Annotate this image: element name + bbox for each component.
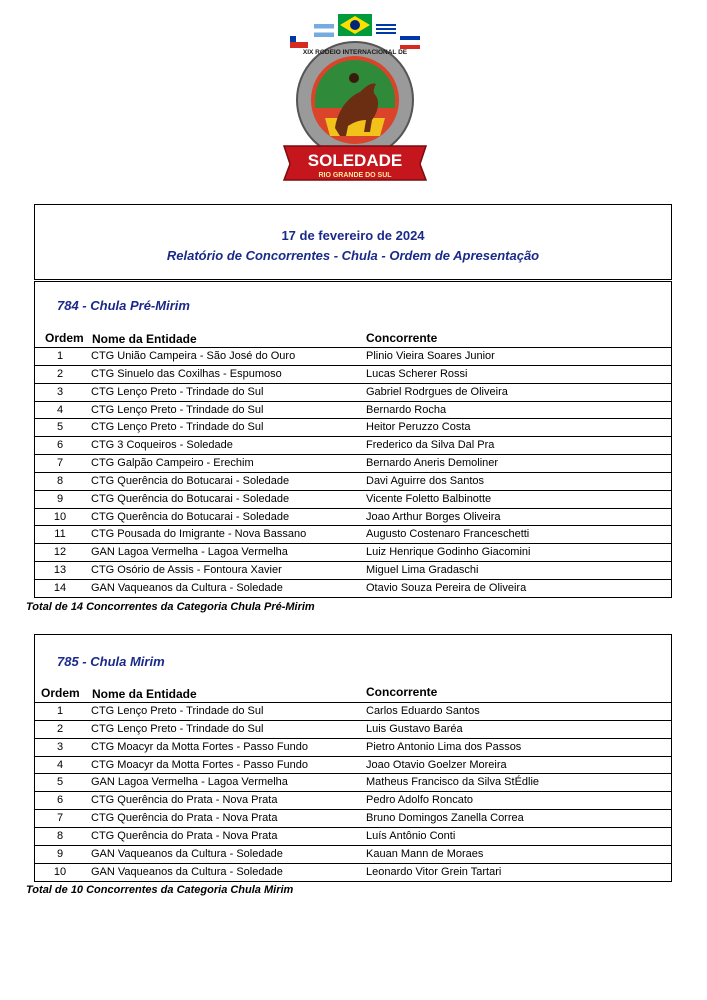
- cell-entidade: CTG 3 Coqueiros - Soledade: [91, 439, 233, 452]
- table-row: [35, 436, 671, 454]
- cell-concorrente: Kauan Mann de Moraes: [366, 847, 484, 860]
- cell-entidade: CTG Querência do Botucarai - Soledade: [91, 510, 290, 523]
- table-row: [35, 863, 671, 881]
- cell-entidade: CTG Lenço Preto - Trindade do Sul: [91, 722, 264, 735]
- table-row: [35, 454, 671, 472]
- table-785: [35, 702, 671, 880]
- col-header-entidade: Nome da Entidade: [92, 332, 197, 346]
- cell-ordem: 10: [53, 865, 67, 878]
- cell-entidade: CTG Sinuelo das Coxilhas - Espumoso: [91, 367, 282, 380]
- cell-concorrente: Miguel Lima Gradaschi: [366, 564, 479, 577]
- cell-ordem: 4: [56, 403, 64, 416]
- cell-ordem: 6: [56, 794, 64, 807]
- table-784: [35, 347, 671, 597]
- cell-entidade: CTG Querência do Botucarai - Soledade: [91, 492, 290, 505]
- cell-entidade: CTG Querência do Prata - Nova Prata: [91, 794, 278, 807]
- cell-concorrente: Heitor Peruzzo Costa: [366, 421, 471, 434]
- cell-entidade: CTG Lenço Preto - Trindade do Sul: [91, 403, 264, 416]
- cell-ordem: 9: [56, 847, 64, 860]
- cell-concorrente: Bruno Domingos Zanella Correa: [366, 812, 524, 825]
- cell-entidade: CTG Lenço Preto - Trindade do Sul: [91, 385, 264, 398]
- cell-ordem: 7: [56, 457, 64, 470]
- table-row: [35, 347, 671, 365]
- table-row: [35, 365, 671, 383]
- cell-entidade: CTG Querência do Prata - Nova Prata: [91, 829, 278, 842]
- table-row: [35, 418, 671, 436]
- report-title: Relatório de Concorrentes - Chula - Ordem de Apresentação: [166, 248, 540, 263]
- cell-entidade: CTG Moacyr da Motta Fortes - Passo Fundo: [91, 740, 309, 753]
- cell-ordem: 5: [56, 421, 64, 434]
- cell-entidade: CTG Querência do Botucarai - Soledade: [91, 474, 290, 487]
- cell-ordem: 6: [56, 439, 64, 452]
- cell-ordem: 14: [53, 581, 67, 594]
- cell-concorrente: Otavio Souza Pereira de Oliveira: [366, 581, 527, 594]
- logo-arc-text: XIX RODEIO INTERNACIONAL DE: [302, 49, 408, 56]
- cell-concorrente: Leonardo Vitor Grein Tartari: [366, 865, 502, 878]
- cell-concorrente: Bernardo Aneris Demoliner: [366, 457, 499, 470]
- cell-concorrente: Pedro Adolfo Roncato: [366, 794, 474, 807]
- cell-ordem: 12: [53, 546, 67, 559]
- table-row: [35, 845, 671, 863]
- section-title: 785 - Chula Mirim: [57, 654, 165, 669]
- cell-ordem: 1: [56, 705, 64, 717]
- table-row: [35, 543, 671, 561]
- cell-ordem: 4: [56, 758, 64, 771]
- cell-concorrente: Vicente Foletto Balbinotte: [366, 492, 492, 505]
- col-header-concorrente: Concorrente: [366, 685, 438, 699]
- cell-concorrente: Joao Arthur Borges Oliveira: [366, 510, 501, 523]
- table-row: [35, 720, 671, 738]
- table-row: [35, 791, 671, 809]
- logo-banner-title: SOLEDADE: [307, 151, 403, 170]
- table-row: [35, 809, 671, 827]
- cell-concorrente: Bernardo Rocha: [366, 403, 447, 416]
- cell-entidade: GAN Vaqueanos da Cultura - Soledade: [91, 847, 283, 860]
- col-header-concorrente: Concorrente: [366, 331, 438, 345]
- cell-concorrente: Matheus Francisco da Silva StÉdlie: [366, 776, 540, 789]
- cell-concorrente: Augusto Costenaro Franceschetti: [366, 528, 530, 541]
- cell-ordem: 8: [56, 829, 64, 842]
- section-785: [34, 634, 672, 882]
- cell-concorrente: Gabriel Rodrgues de Oliveira: [366, 385, 508, 398]
- cell-ordem: 3: [56, 385, 64, 398]
- section-total: Total de 14 Concorrentes da Categoria Chula Pré-Mirim: [26, 601, 315, 613]
- cell-concorrente: Luiz Henrique Godinho Giacomini: [366, 546, 531, 559]
- table-row: [35, 773, 671, 791]
- cell-entidade: CTG Querência do Prata - Nova Prata: [91, 812, 278, 825]
- cell-concorrente: Pietro Antonio Lima dos Passos: [366, 740, 522, 753]
- table-row: [35, 472, 671, 490]
- table-row: [35, 490, 671, 508]
- cell-ordem: 8: [56, 474, 64, 487]
- col-header-ordem: Ordem: [45, 331, 84, 345]
- report-header: [34, 204, 672, 280]
- table-row: [35, 756, 671, 774]
- cell-entidade: CTG Galpão Campeiro - Erechim: [91, 457, 254, 470]
- cell-concorrente: Davi Aguirre dos Santos: [366, 474, 485, 487]
- table-row: [35, 579, 671, 597]
- cell-concorrente: Lucas Scherer Rossi: [366, 367, 468, 380]
- cell-concorrente: Luis Gustavo Baréa: [366, 722, 463, 735]
- cell-concorrente: Luís Antônio Conti: [366, 829, 456, 842]
- report-date: 17 de fevereiro de 2024: [281, 228, 425, 243]
- table-row: [35, 702, 671, 720]
- cell-ordem: 3: [56, 740, 64, 753]
- table-row: [35, 401, 671, 419]
- cell-entidade: CTG Pousada do Imigrante - Nova Bassano: [91, 528, 307, 541]
- cell-entidade: GAN Vaqueanos da Cultura - Soledade: [91, 581, 283, 594]
- logo-banner-subtitle: RIO GRANDE DO SUL: [318, 172, 392, 179]
- cell-concorrente: Carlos Eduardo Santos: [366, 705, 480, 717]
- cell-entidade: CTG Moacyr da Motta Fortes - Passo Fundo: [91, 758, 309, 771]
- cell-entidade: CTG Osório de Assis - Fontoura Xavier: [91, 564, 282, 577]
- cell-concorrente: Joao Otavio Goelzer Moreira: [366, 758, 507, 771]
- cell-entidade: GAN Lagoa Vermelha - Lagoa Vermelha: [91, 776, 288, 789]
- cell-ordem: 1: [56, 350, 64, 362]
- cell-ordem: 7: [56, 812, 64, 825]
- cell-entidade: GAN Lagoa Vermelha - Lagoa Vermelha: [91, 546, 288, 559]
- cell-ordem: 5: [56, 776, 64, 789]
- cell-ordem: 13: [53, 564, 67, 577]
- table-row: [35, 561, 671, 579]
- cell-ordem: 11: [54, 528, 66, 541]
- col-header-entidade: Nome da Entidade: [92, 687, 197, 701]
- event-logo: [280, 8, 430, 190]
- section-784: [34, 281, 672, 598]
- table-row: [35, 827, 671, 845]
- cell-ordem: 2: [56, 367, 64, 380]
- table-row: [35, 525, 671, 543]
- cell-entidade: CTG Lenço Preto - Trindade do Sul: [91, 421, 264, 434]
- section-total: Total de 10 Concorrentes da Categoria Chula Mirim: [26, 884, 294, 896]
- cell-entidade: GAN Vaqueanos da Cultura - Soledade: [91, 865, 283, 878]
- cell-entidade: CTG União Campeira - São José do Ouro: [91, 350, 296, 362]
- cell-ordem: 10: [53, 510, 67, 523]
- table-row: [35, 383, 671, 401]
- cell-ordem: 9: [56, 492, 64, 505]
- table-row: [35, 738, 671, 756]
- section-title: 784 - Chula Pré-Mirim: [57, 298, 190, 313]
- cell-concorrente: Frederico da Silva Dal Pra: [366, 439, 495, 452]
- table-row: [35, 508, 671, 526]
- cell-concorrente: Plinio Vieira Soares Junior: [366, 350, 495, 362]
- col-header-ordem: Ordem: [41, 686, 80, 700]
- cell-ordem: 2: [56, 722, 64, 735]
- cell-entidade: CTG Lenço Preto - Trindade do Sul: [91, 705, 264, 717]
